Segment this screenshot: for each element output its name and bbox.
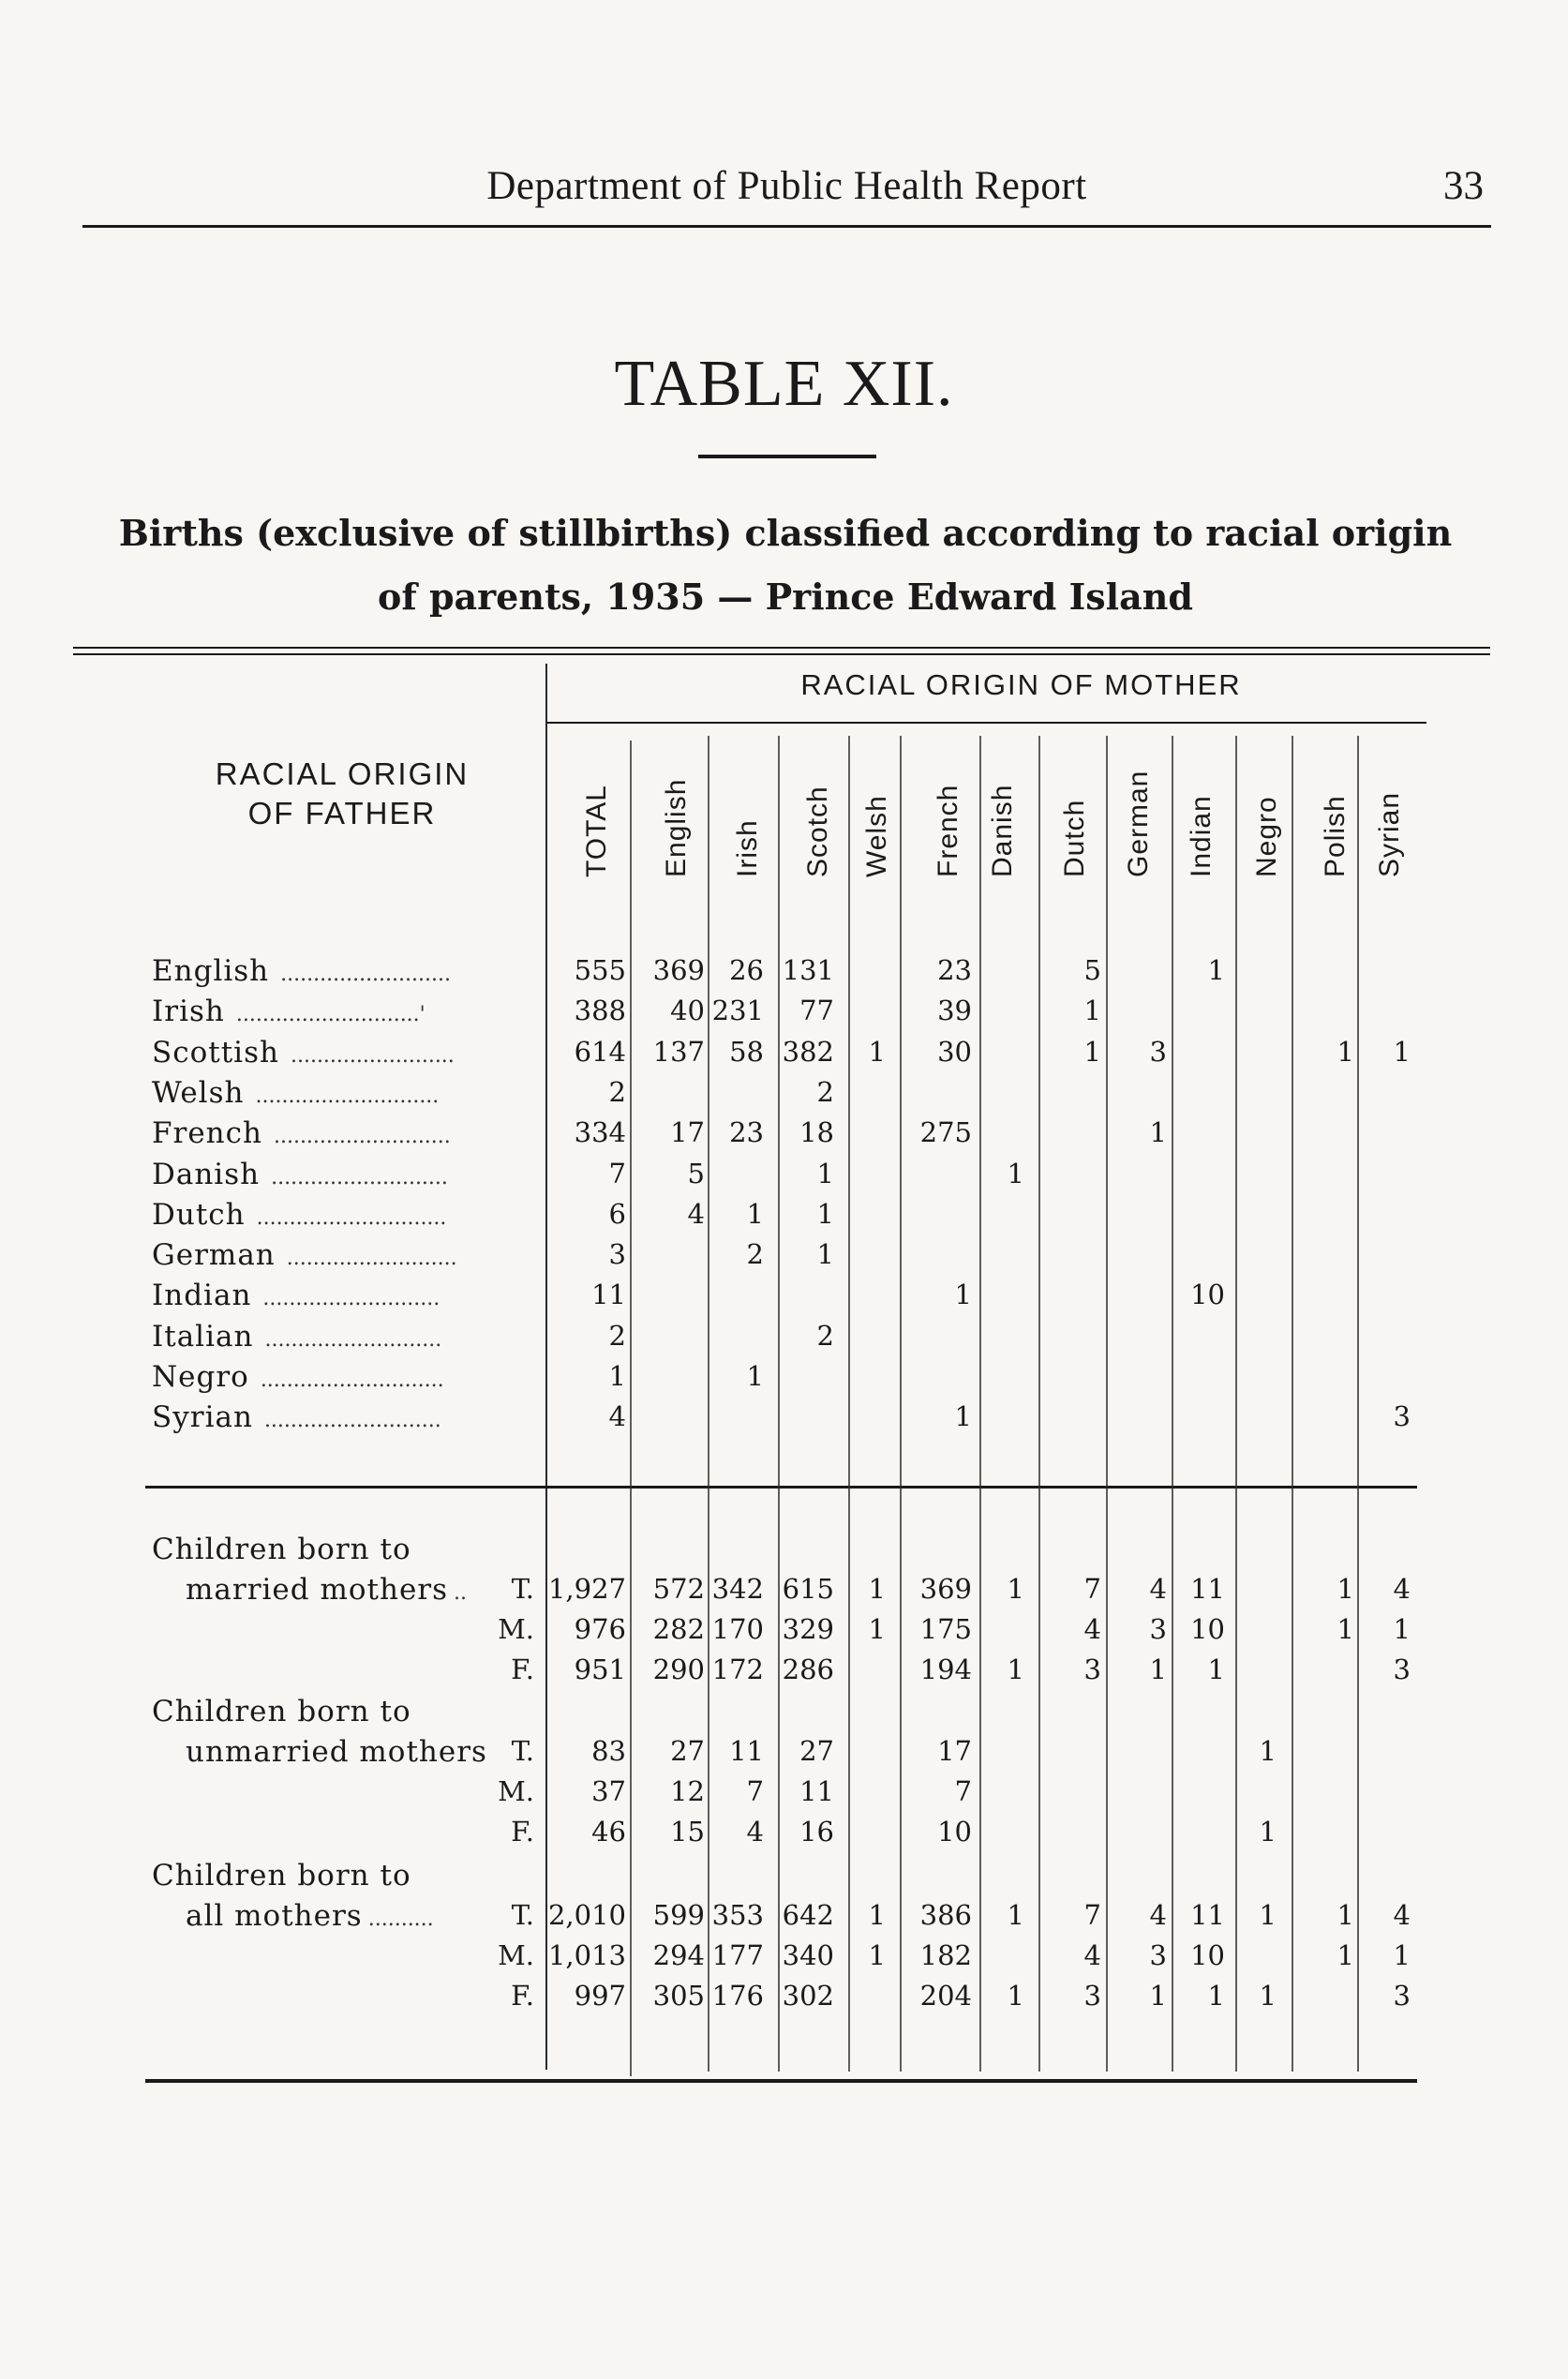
column-divider	[630, 741, 632, 2076]
table-cell: 382	[782, 1036, 834, 1068]
table-cell: 46	[591, 1816, 626, 1848]
table-cell: 11	[729, 1735, 764, 1767]
table-cell: 10	[937, 1816, 972, 1848]
table-cell: 30	[937, 1036, 972, 1068]
table-cell: 1	[1207, 954, 1225, 986]
table-cell: 204	[919, 1980, 972, 2012]
table-cell: 1	[1259, 1980, 1277, 2012]
table-cell: 1	[868, 1899, 886, 1931]
table-cell: 369	[919, 1573, 972, 1605]
column-heading-irish	[729, 750, 767, 909]
table-cell: 177	[711, 1939, 764, 1971]
sex-sublabel: M.	[498, 1775, 534, 1807]
row-label-text: Irish	[152, 995, 225, 1028]
table-cell: 997	[574, 1980, 626, 2012]
father-row-label	[152, 1279, 440, 1312]
table-cell: 1	[1259, 1899, 1277, 1931]
summary-group-label-1: Children born to	[152, 1859, 411, 1893]
column-divider	[979, 736, 981, 2072]
table-cell: 6	[608, 1198, 626, 1230]
dot-leader: ..........................	[280, 963, 451, 986]
summary-group-label-2	[186, 1899, 434, 1933]
table-cell: 305	[652, 1980, 705, 2012]
table-cell: 369	[652, 954, 705, 986]
table-cell: 10	[1190, 1939, 1225, 1971]
table-cell: 172	[711, 1653, 764, 1685]
sex-sublabel: T.	[511, 1735, 534, 1767]
dot-leader: ............................'	[235, 1003, 426, 1026]
dot-leader: ..	[454, 1581, 468, 1605]
table-cell: 290	[652, 1653, 705, 1685]
father-row-label	[152, 1360, 444, 1394]
table-cell: 5	[687, 1158, 705, 1190]
table-cell: 3	[1083, 1980, 1101, 2012]
mother-heading-rule	[545, 722, 1426, 724]
table-cell: 386	[919, 1899, 972, 1931]
table-cell: 1,013	[547, 1939, 626, 1971]
column-heading-danish	[984, 750, 1022, 909]
table-cell: 614	[574, 1036, 626, 1068]
table-title: TABLE XII.	[614, 348, 954, 420]
table-cell: 10	[1190, 1613, 1225, 1645]
table-cell: 1	[1083, 1036, 1101, 1068]
table-cell: 4	[1393, 1573, 1411, 1605]
table-cell: 4	[746, 1816, 764, 1848]
table-cell: 1	[1393, 1939, 1411, 1971]
table-cell: 176	[711, 1980, 764, 2012]
table-cell: 3	[1149, 1613, 1167, 1645]
column-heading-label: English	[661, 778, 692, 877]
column-heading-label: Welsh	[861, 795, 892, 877]
table-cell: 1	[1207, 1653, 1225, 1685]
table-cell: 1	[816, 1238, 834, 1270]
father-row-label	[152, 1198, 446, 1232]
table-cell: 294	[652, 1939, 705, 1971]
row-label-text: French	[152, 1116, 262, 1150]
table-cell: 3	[1149, 1036, 1167, 1068]
column-heading-welsh	[859, 750, 896, 909]
column-heading-label: Scotch	[802, 786, 833, 877]
table-cell: 3	[608, 1238, 626, 1270]
running-title: Department of Public Health Report	[486, 164, 1087, 208]
column-divider	[848, 736, 850, 2072]
father-row-label	[152, 1158, 448, 1191]
table-cell: 11	[1190, 1899, 1225, 1931]
table-cell: 1	[1337, 1899, 1354, 1931]
row-label-text: unmarried mothers	[186, 1735, 487, 1769]
table-cell: 1	[1337, 1939, 1354, 1971]
column-divider	[1235, 736, 1237, 2072]
table-cell: 4	[1149, 1573, 1167, 1605]
column-divider	[778, 736, 780, 2072]
table-cell: 170	[711, 1613, 764, 1645]
table-cell: 7	[1083, 1573, 1101, 1605]
table-cell: 286	[782, 1653, 834, 1685]
table-cell: 7	[746, 1775, 764, 1807]
column-heading-total	[578, 750, 616, 909]
table-cell: 615	[782, 1573, 834, 1605]
table-cell: 329	[782, 1613, 834, 1645]
column-heading-label: Dutch	[1059, 799, 1090, 877]
table-cell: 4	[608, 1400, 626, 1432]
table-cell: 1	[868, 1036, 886, 1068]
table-cell: 2	[746, 1238, 764, 1270]
table-cell: 27	[670, 1735, 705, 1767]
table-cell: 16	[799, 1816, 834, 1848]
table-cell: 2	[608, 1320, 626, 1352]
column-heading-scotch	[799, 750, 837, 909]
table-cell: 2,010	[547, 1899, 626, 1931]
table-cell: 388	[574, 995, 626, 1026]
father-row-label	[152, 1320, 441, 1354]
table-cell: 951	[574, 1653, 626, 1685]
column-heading-label: TOTAL	[581, 785, 612, 877]
column-heading-german	[1120, 750, 1157, 909]
dot-leader: ...........................	[271, 1166, 448, 1190]
table-cell: 976	[574, 1613, 626, 1645]
table-cell: 58	[729, 1036, 764, 1068]
table-cell: 4	[687, 1198, 705, 1230]
sex-sublabel: F.	[511, 1980, 534, 2012]
mother-heading: RACIAL ORIGIN OF MOTHER	[800, 668, 1242, 701]
column-heading-negro	[1248, 750, 1286, 909]
table-cell: 23	[729, 1116, 764, 1148]
dot-leader: ............................	[255, 1085, 440, 1108]
table-cell: 275	[919, 1116, 972, 1148]
table-cell: 7	[608, 1158, 626, 1190]
table-cell: 11	[591, 1279, 626, 1310]
father-heading	[141, 755, 544, 833]
table-cell: 1	[1259, 1816, 1277, 1848]
table-cell: 26	[729, 954, 764, 986]
row-label-text: Dutch	[152, 1198, 246, 1232]
dot-leader: .............................	[256, 1206, 447, 1230]
table-cell: 37	[591, 1775, 626, 1807]
table-cell: 1	[954, 1400, 972, 1432]
table-cell: 4	[1083, 1939, 1101, 1971]
row-label-text: Indian	[152, 1279, 252, 1312]
father-row-label	[152, 954, 451, 988]
row-label-text: Italian	[152, 1320, 254, 1354]
table-cell: 1	[816, 1158, 834, 1190]
dot-leader: ...........................	[273, 1125, 451, 1148]
table-cell: 4	[1149, 1899, 1167, 1931]
table-cell: 2	[816, 1320, 834, 1352]
running-head	[82, 159, 1491, 228]
summary-group-label-2	[186, 1735, 487, 1769]
table-cell: 15	[670, 1816, 705, 1848]
table-cell: 1	[954, 1279, 972, 1310]
table-cell: 1	[1337, 1573, 1354, 1605]
body-divider-rule	[145, 1486, 1417, 1489]
column-divider	[1172, 736, 1173, 2072]
table-cell: 555	[574, 954, 626, 986]
summary-group-label-1: Children born to	[152, 1695, 411, 1728]
table-cell: 1	[608, 1360, 626, 1392]
table-cell: 599	[652, 1899, 705, 1931]
table-cell: 1	[1207, 1980, 1225, 2012]
table-cell: 334	[574, 1116, 626, 1148]
column-heading-french	[930, 750, 967, 909]
column-heading-label: German	[1123, 770, 1154, 877]
table-cell: 17	[670, 1116, 705, 1148]
sex-sublabel: T.	[511, 1899, 534, 1931]
table-cell: 17	[937, 1735, 972, 1767]
table-cell: 12	[670, 1775, 705, 1807]
table-cell: 83	[591, 1735, 626, 1767]
table-top-rule	[73, 647, 1490, 649]
father-row-label	[152, 1238, 457, 1272]
father-row-label	[152, 1036, 455, 1070]
table-cell: 18	[799, 1116, 834, 1148]
table-top-rule-2	[73, 653, 1490, 655]
column-heading-syrian	[1371, 750, 1409, 909]
column-divider	[708, 736, 709, 2072]
table-cell: 3	[1149, 1939, 1167, 1971]
table-cell: 1	[1007, 1158, 1024, 1190]
table-cell: 4	[1083, 1613, 1101, 1645]
row-label-text: Negro	[152, 1360, 249, 1394]
table-caption	[82, 501, 1488, 629]
sex-sublabel: M.	[498, 1613, 534, 1645]
row-label-text: Syrian	[152, 1400, 253, 1434]
table-cell: 11	[799, 1775, 834, 1807]
table-cell: 3	[1393, 1400, 1411, 1432]
table-cell: 1	[1337, 1036, 1354, 1068]
row-label-text: Scottish	[152, 1036, 279, 1070]
row-label-text: Danish	[152, 1158, 261, 1191]
title-rule	[698, 455, 876, 458]
table-cell: 353	[711, 1899, 764, 1931]
summary-group-label-2	[186, 1573, 467, 1607]
column-heading-indian	[1183, 750, 1220, 909]
page-number: 33	[1443, 164, 1484, 208]
sex-sublabel: F.	[511, 1653, 534, 1685]
column-divider	[1038, 736, 1040, 2072]
column-heading-dutch	[1056, 750, 1094, 909]
table-cell: 1	[1007, 1980, 1024, 2012]
dot-leader: ...........................	[264, 1328, 442, 1352]
table-cell: 1	[868, 1573, 886, 1605]
table-cell: 175	[919, 1613, 972, 1645]
row-label-text: Welsh	[152, 1076, 245, 1110]
table-cell: 282	[652, 1613, 705, 1645]
table-cell: 137	[652, 1036, 705, 1068]
table-cell: 340	[782, 1939, 834, 1971]
dot-leader: ...........................	[263, 1409, 441, 1432]
column-heading-polish	[1317, 750, 1354, 909]
table-cell: 1	[746, 1360, 764, 1392]
table-cell: 7	[1083, 1899, 1101, 1931]
row-label-text: English	[152, 954, 270, 988]
row-label-text: married mothers	[186, 1573, 449, 1607]
table-cell: 182	[919, 1939, 972, 1971]
row-label-text: German	[152, 1238, 276, 1272]
table-bottom-rule	[145, 2079, 1417, 2083]
table-cell: 2	[608, 1076, 626, 1108]
table-cell: 1	[1083, 995, 1101, 1026]
table-cell: 1	[868, 1939, 886, 1971]
table-cell: 1	[1007, 1653, 1024, 1685]
table-cell: 1	[746, 1198, 764, 1230]
sex-sublabel: F.	[511, 1816, 534, 1848]
dot-leader: ............................	[260, 1369, 444, 1392]
row-label-text: all mothers	[186, 1899, 363, 1933]
table-cell: 3	[1393, 1653, 1411, 1685]
table-cell: 7	[954, 1775, 972, 1807]
caption-line-2: of parents, 1935 — Prince Edward Island	[378, 576, 1193, 618]
table-cell: 1	[1337, 1613, 1354, 1645]
table-cell: 10	[1190, 1279, 1225, 1310]
father-heading-line-2: OF FATHER	[247, 796, 437, 830]
column-heading-label: French	[933, 784, 963, 877]
column-divider	[1106, 736, 1108, 2072]
table-cell: 27	[799, 1735, 834, 1767]
father-row-label	[152, 995, 426, 1028]
summary-group-label-1: Children born to	[152, 1533, 411, 1566]
sex-sublabel: T.	[511, 1573, 534, 1605]
dot-leader: .........................	[290, 1044, 455, 1068]
father-heading-line-1: RACIAL ORIGIN	[215, 756, 470, 791]
table-cell: 1	[1149, 1980, 1167, 2012]
table-cell: 1	[1259, 1735, 1277, 1767]
father-row-label	[152, 1400, 441, 1434]
table-cell: 131	[782, 954, 834, 986]
column-heading-label: Danish	[987, 784, 1018, 877]
table-cell: 23	[937, 954, 972, 986]
table-cell: 231	[711, 995, 764, 1026]
table-cell: 39	[937, 995, 972, 1026]
table-cell: 1	[1149, 1653, 1167, 1685]
table-cell: 1	[816, 1198, 834, 1230]
table-cell: 5	[1083, 954, 1101, 986]
column-heading-label: Negro	[1251, 796, 1282, 877]
table-cell: 2	[816, 1076, 834, 1108]
table-cell: 1	[868, 1613, 886, 1645]
table-cell: 1	[1393, 1613, 1411, 1645]
table-cell: 77	[799, 995, 834, 1026]
table-cell: 3	[1083, 1653, 1101, 1685]
table-cell: 1	[1007, 1899, 1024, 1931]
table-cell: 1	[1007, 1573, 1024, 1605]
dot-leader: ..........	[367, 1908, 434, 1931]
dot-leader: ..........................	[286, 1247, 457, 1270]
column-heading-label: Irish	[732, 819, 763, 877]
table-cell: 302	[782, 1980, 834, 2012]
caption-line-1: Births (exclusive of stillbirths) classified according to racial origin	[118, 512, 1453, 554]
sex-sublabel: M.	[498, 1939, 534, 1971]
table-cell: 40	[670, 995, 705, 1026]
table-cell: 342	[711, 1573, 764, 1605]
table-cell: 11	[1190, 1573, 1225, 1605]
table-cell: 642	[782, 1899, 834, 1931]
table-cell: 1	[1393, 1036, 1411, 1068]
table-cell: 1	[1149, 1116, 1167, 1148]
table-cell: 3	[1393, 1980, 1411, 2012]
column-heading-label: Syrian	[1374, 791, 1405, 877]
column-heading-english	[658, 750, 695, 909]
table-cell: 572	[652, 1573, 705, 1605]
table-cell: 1,927	[547, 1573, 626, 1605]
father-row-label	[152, 1116, 451, 1150]
column-heading-label: Indian	[1186, 795, 1217, 877]
father-row-label	[152, 1076, 439, 1110]
dot-leader: ...........................	[262, 1287, 441, 1310]
table-cell: 4	[1393, 1899, 1411, 1931]
column-divider	[1292, 736, 1293, 2072]
column-heading-label: Polish	[1320, 795, 1351, 877]
table-cell: 194	[919, 1653, 972, 1685]
